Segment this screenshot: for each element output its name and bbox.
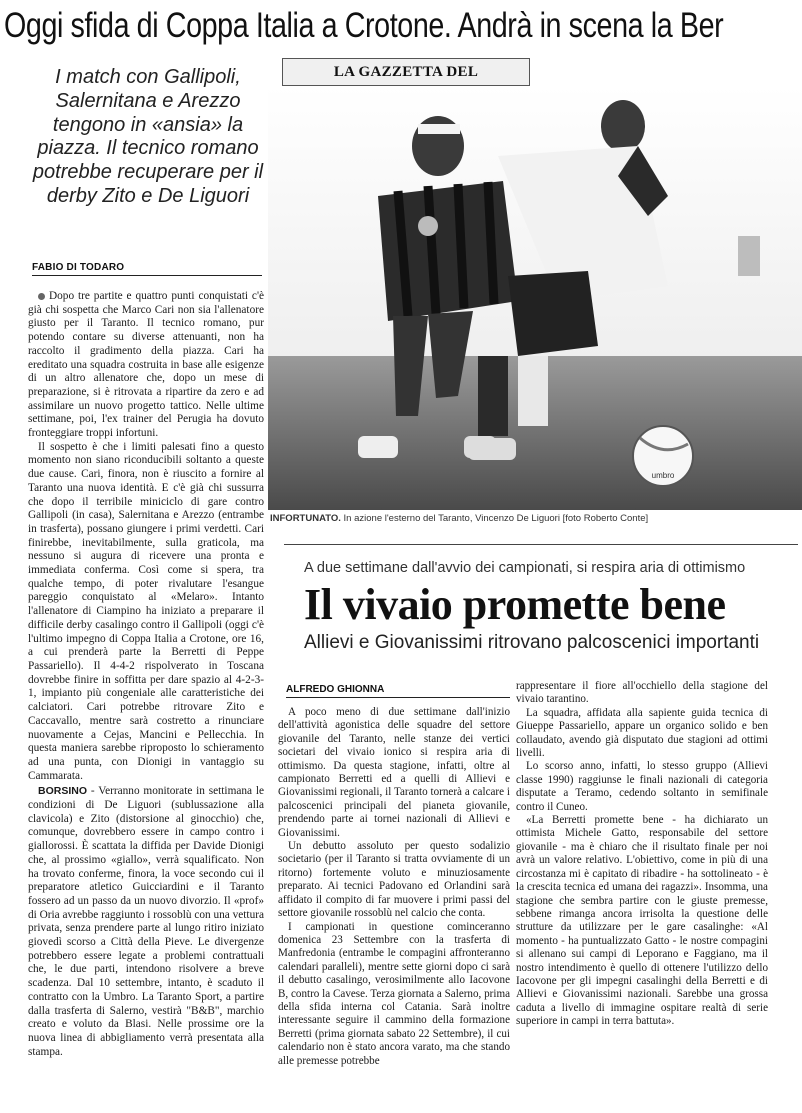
left-article-body (28, 290, 264, 1059)
kicker: A due settimane dall'avvio dei campionati, si respira aria di ottimismo (304, 560, 746, 576)
right-paragraph: Lo scorso anno, infatti, lo stesso gruppo (Allievi classe 1990) raggiunse le finali nazionali di categoria disputate a Teramo, cedendo soltanto in semifinale contro il Cuneo. (516, 760, 768, 813)
right-article-col-2 (516, 680, 768, 1029)
left-paragraph: Il sospetto è che i limiti palesati fino a questo momento non siano riconducibili soltanto a queste due cause. Cari, finora, non è riuscito a fornire al Taranto una nuova identità. E c'è già chi sussurra che dopo il terribile miniciclo di gare contro Gallipoli (in casa), Salernitana e Arezzo (entrambe in trasferta), possano giungere i primi verdetti. Cari finirebbe, inevitabilmente, sulla graticola, ma nessuno si augura di ricevere una pronta e immediata conferma. Così come si spera, tra qualche tempo, di poter rivalutare l'esangue pareggio conquistato al «Melaro». Intanto l'allenatore di Ciampino ha iniziato a preparare il difficile derby casalingo contro il Gallipoli (oggi c'è l'ultimo impegno di Coppa Italia a Crotone, ore 16, a cui prenderà parte la Berretti di Peppe Passariello). Il 4-4-2 rispolverato in Toscana dovrebbe finire in soffitta per dare spazio al 4-2-3-1, impianto più congeniale alle caratteristiche dei calciatori. Cari potrebbe ritrovare Zito e Caccavallo, mentre sarà costretto a rinunciare nuovamente a Cejas, Mancini e Pellecchia. In questa maniera sarebbe riproposto lo schieramento ad una punta, con Dionigi in vantaggio su Cammarata. (28, 440, 264, 782)
borsino-text: - Verranno monitorate in settimana le condizioni di De Liguori (sublussazione alla clavicola) e Zito (distorsione al ginocchio) che, comunque, dovrebbero essere in campo contro i giallorossi. È scattata la diffida per Davide Dionigi che, al prossimo «giallo», verrà squalificato. Non ha trovato conferme, finora, la voce secondo cui il preparatore atletico Guicciardini e il Taranto fossero ad un passo da un nuovo divorzio. Il «prof» di Oria avrebbe raggiunto i rossoblù con una vettura privata, senza prendere parte al lungo ritiro iniziato giovedì scorso a Città della Pieve. Le divergenze potrebbero essere legate a problemi contrattuali che, le due parti, intendono risolvere a breve scadenza. Dal 10 settembre, intanto, è scaduto il contratto con la Umbro. La Taranto Sport, a partire dalla trasferta di Salerno, vestirà "B&B", marchio creato e voluto da Blasi. Nelle prossime ore la nuova linea di abbigliamento verrà presentata alla stampa. (28, 785, 264, 1058)
masthead-label: LA GAZZETTA DEL (282, 58, 530, 86)
byline-left: FABIO DI TODARO (32, 262, 262, 276)
top-headline: Oggi sfida di Coppa Italia a Crotone. Andrà in scena la Ber (4, 6, 724, 45)
borsino-paragraph (28, 785, 264, 1059)
right-paragraph: rappresentare il fiore all'occhiello della stagione del vivaio tarantino. (516, 680, 768, 706)
right-paragraph: Un debutto assoluto per questo sodalizio societario (per il Taranto si tratta ovviamente di un ritorno) fortemente voluto e minuziosamente preparato. Ai tecnici Padovano ed Orlandini sarà affidato il compito di far muovere i primi passi del settore giovanile rossoblù nel calcio che conta. (278, 840, 510, 920)
right-article-col-1 (278, 706, 510, 1068)
bullet-icon (38, 293, 45, 300)
left-paragraph (28, 290, 264, 441)
left-paragraph-text: Dopo tre partite e quattro punti conquistati c'è già chi sospetta che Marco Cari non sia l'allenatore giusto per il Taranto. Il tecnico romano, pur potendo contare su diverse attenuanti, non ha raccolto il gradimento della piazza. Cari ha ereditato una squadra costruita in base alle esigenze di un altro allenatore che, dopo un mese di preparazione, si è ritrovata a ripartire da zero e ad assimilare un nuovo progetto tattico. Nelle ultime settimane, poi, l'ex trainer del Perugia ha dovuto fronteggiare troppi infortuni. (28, 290, 264, 440)
lead-summary: I match con Gallipoli, Salernitana e Arezzo tengono in «ansia» la piazza. Il tecnico romano potrebbe recuperare per il derby Zito e De Liguori (32, 66, 264, 207)
article-title: Il vivaio promette bene (304, 580, 726, 629)
right-paragraph: La squadra, affidata alla sapiente guida tecnica di Giueppe Passariello, appare un organico solido e ben collaudato, avendo già disputato due stagioni ad ottimi livelli. (516, 706, 768, 760)
caption-text: In azione l'esterno del Taranto, Vincenzo De Liguori [foto Roberto Conte] (340, 513, 649, 524)
right-paragraph: A poco meno di due settimane dall'inizio dell'attività agonistica delle squadre del settore giovanile del Taranto, nelle stanze dei vertici societari del vivaio ionico si respira aria di ottimismo. Da questa stagione, infatti, oltre al campionato Berretti ed a quelli di Allievi e Giovanissimi regionali, il Taranto tornerà a calcare i palcoscenici principali del pianeta giovanile, prendendo parte ai tornei nazionali di Allievi e Giovanissimi. (278, 706, 510, 839)
right-paragraph: «La Berretti promette bene - ha dichiarato un ottimista Michele Gatto, responsabile del settore giovanile - ma è chiaro che il risultato finale per noi avrà un valore relativo. L'obiettivo, come in più di una circostanza mi è capitato di ribadire - ha sottolineato - è la crescita tecnica ed umana dei ragazzi». Insomma, una stagione che sembra partire con le giuste premesse, sebbene rimanga ancora irrisolta la questione delle strutture da utilizzare per le gare casalinghe: «Al momento - ha puntualizzato Gatto - le nostre compagini si allenano sui campi di Leporano e Faggiano, ma il nostro intendimento è quello di ottenere l'utilizzo dello Iacovone per gli impegni casalinghi della Berretti e di Allievi e Giovanissimi nazionali. Sarebbe una grossa caduta a livello di immagine ospitare realtà di serie superiore in campi in terra battuta». (516, 814, 768, 1028)
caption-label: INFORTUNATO. (270, 513, 341, 524)
byline-right: ALFREDO GHIONNA (286, 684, 510, 698)
divider (284, 544, 798, 545)
photo-illustration (268, 86, 802, 510)
head-bandage (418, 124, 460, 134)
right-paragraph: I campionati in questione cominceranno domenica 23 Settembre con la trasferta di Manfredonia (entrambe le compagini affronteranno calendari paralleli), mentre sette giorni dopo ci sarà il debutto casalingo, verosimilmente allo Iacovone B, contro la Cavese. Terza giornata a Salerno, prima della sfida interna col Catania. Sarà inoltre interessante seguire il cammino della formazione Berretti (prima giornata sabato 22 Settembre), il cui calendario non è stato ancora varato, ma che stando alle premesse potrebbe (278, 920, 510, 1067)
ball-logo: umbro (651, 471, 675, 480)
photo-caption (270, 513, 800, 524)
borsino-label: BORSINO (38, 785, 88, 798)
article-subtitle: Allievi e Giovanissimi ritrovano palcoscenici importanti (304, 632, 760, 653)
match-photo (268, 86, 802, 510)
